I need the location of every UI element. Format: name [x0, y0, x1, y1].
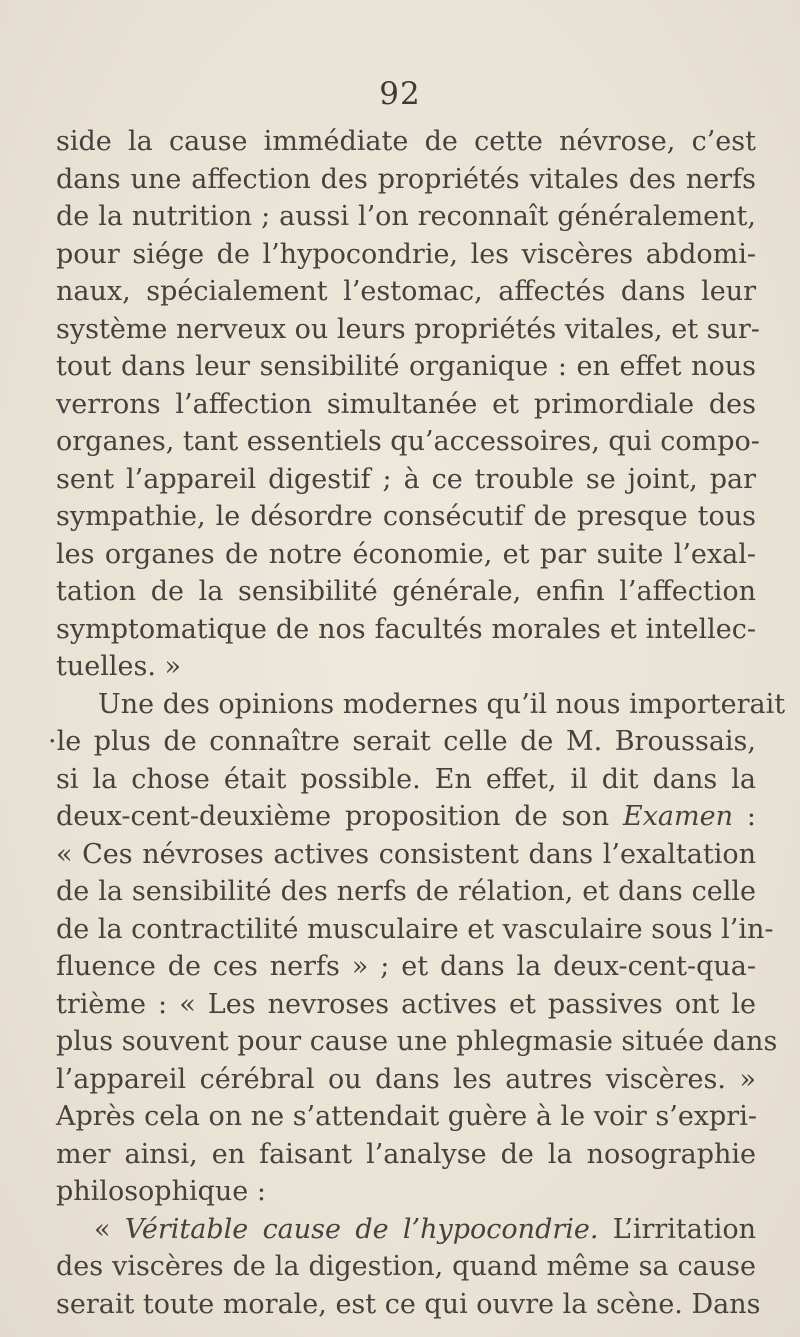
text-line: fluence de ces nerfs » ; et dans la deux-cent-qua- [56, 951, 756, 982]
text-line: de la nutrition ; aussi l’on reconnaît généralement, [56, 201, 756, 232]
text-line: serait toute morale, est ce qui ouvre la scène. Dans [56, 1288, 761, 1320]
text-line: sympathie, le désordre consécutif de presque tous [56, 501, 756, 532]
quote-line [56, 1211, 756, 1249]
text-line: « Ces névroses actives consistent dans l’exaltation [56, 838, 756, 870]
text-line: de la contractilité musculaire et vasculaire sous l’in- [56, 913, 774, 945]
text-line: des viscères de la digestion, quand même sa cause [56, 1251, 756, 1282]
text-segment: : [746, 801, 756, 832]
text-line: symptomatique de nos facultés morales et intellec- [56, 613, 756, 645]
text-line: naux, spécialement l’estomac, affectés dans leur [56, 276, 756, 307]
text-segment: L’irritation [612, 1213, 756, 1245]
paragraph-start-line: Une des opinions modernes qu’il nous importerait [98, 688, 786, 720]
text-line: tation de la sensibilité générale, enfin l’affection [56, 576, 756, 607]
text-line: tuelles. » [56, 651, 182, 682]
text-line: dans une affection des propriétés vitales des nerfs [56, 163, 756, 195]
text-line: plus souvent pour cause une phlegmasie située dans [56, 1026, 778, 1057]
body-text [48, 123, 786, 1323]
text-line: l’appareil cérébral ou dans les autres viscères. » [56, 1063, 756, 1095]
text-line: si la chose était possible. En effet, il dit dans la [56, 763, 756, 795]
text-line: trième : « Les nevroses actives et passives ont le [56, 988, 756, 1020]
page-number: 92 [379, 76, 421, 112]
text-line: système nerveux ou leurs propriétés vitales, et sur- [56, 313, 760, 345]
text-line: side la cause immédiate de cette névrose, c’est [56, 126, 756, 157]
text-line: philosophique : [56, 1176, 266, 1207]
text-line: mer ainsi, en faisant l’analyse de la nosographie [56, 1138, 756, 1170]
text-line: ·le plus de connaître serait celle de M. Broussais, [48, 726, 756, 757]
text-line: Après cela on ne s’attendait guère à le voir s’expri- [56, 1101, 757, 1132]
text-line: sent l’appareil digestif ; à ce trouble se joint, par [56, 463, 756, 495]
open-quote: « [94, 1213, 111, 1245]
text-line: pour siége de l’hypocondrie, les viscères abdomi- [56, 238, 756, 270]
text-line: tout dans leur sensibilité organique : en effet nous [56, 351, 756, 382]
italic-heading: Véritable cause de l’hypocondrie. [124, 1213, 599, 1245]
italic-title: Examen [622, 801, 733, 832]
text-segment: deux-cent-deuxième proposition de son [56, 801, 610, 832]
text-line: verrons l’affection simultanée et primordiale des [56, 388, 756, 420]
text-line: organes, tant essentiels qu’accessoires, qui compo- [56, 426, 760, 457]
text-line-with-italic-title [56, 798, 756, 836]
text-line: de la sensibilité des nerfs de rélation, et dans celle [56, 876, 756, 907]
text-line: les organes de notre économie, et par suite l’exal- [56, 538, 756, 570]
